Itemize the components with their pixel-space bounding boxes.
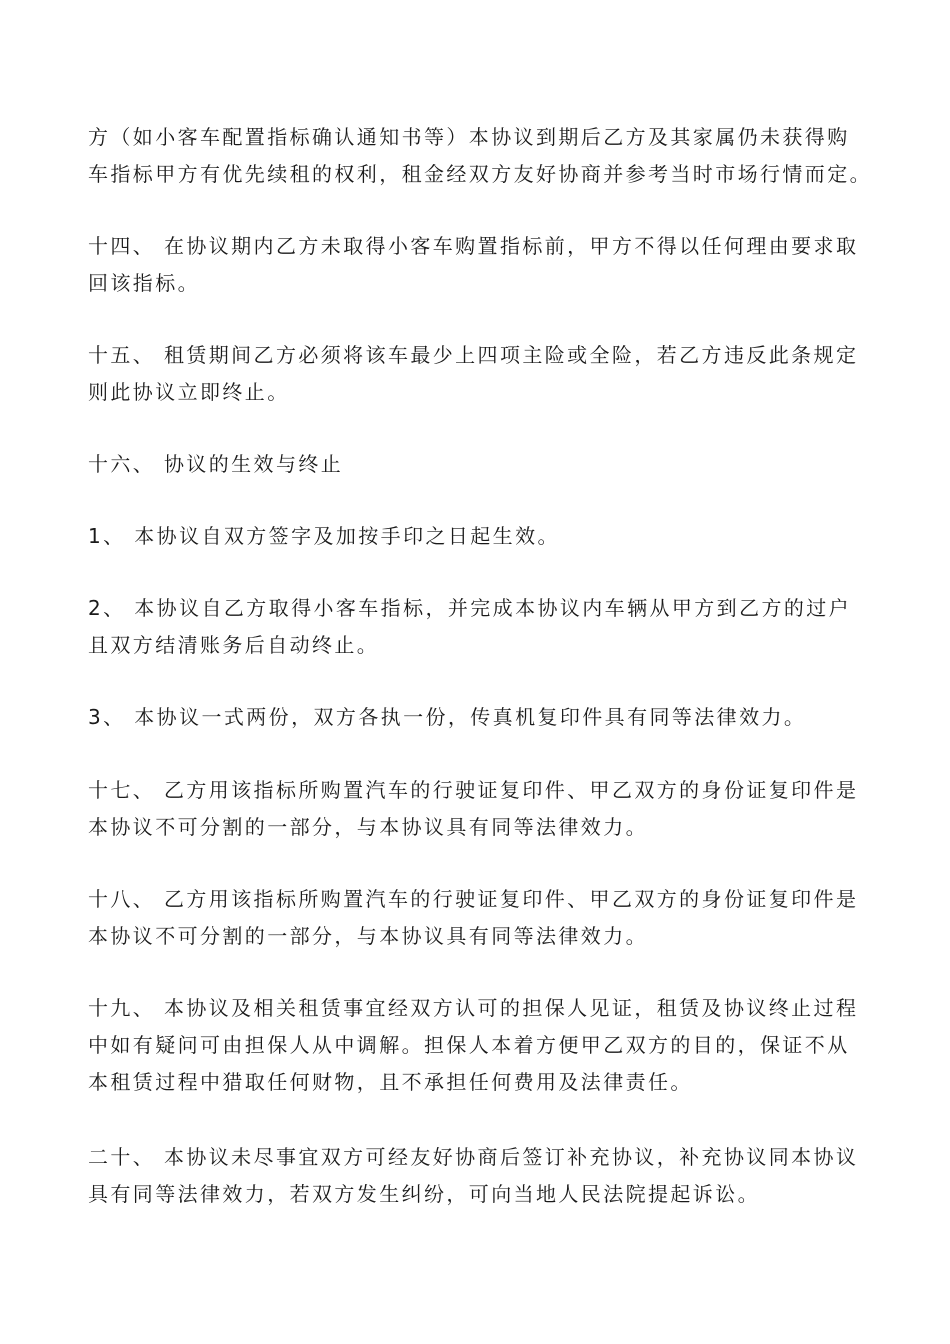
text-line: 车指标甲方有优先续租的权利，租金经双方友好协商并参考当时市场行情而定。 [88, 162, 872, 186]
text-line: 十五、 租赁期间乙方必须将该车最少上四项主险或全险，若乙方违反此条规定 [88, 343, 859, 367]
clause-16-item-3 [88, 699, 868, 736]
text-line: 十七、 乙方用该指标所购置汽车的行驶证复印件、甲乙双方的身份证复印件是 [88, 778, 859, 802]
text-line: 中如有疑问可由担保人从中调解。担保人本着方便甲乙双方的目的，保证不从 [88, 1033, 850, 1057]
paragraph-continuation [88, 119, 872, 193]
text-line: 1、 本协议自双方签字及加按手印之日起生效。 [88, 524, 560, 548]
clause-14 [88, 228, 868, 302]
clause-17 [88, 772, 868, 846]
clause-20 [88, 1139, 868, 1213]
text-line: 方（如小客车配置指标确认通知书等）本协议到期后乙方及其家属仍未获得购 [88, 125, 850, 149]
text-line: 十九、 本协议及相关租赁事宜经双方认可的担保人见证，租赁及协议终止过程 [88, 996, 859, 1020]
text-line: 2、 本协议自乙方取得小客车指标，并完成本协议内车辆从甲方到乙方的过户 [88, 596, 852, 620]
text-line: 回该指标。 [88, 271, 200, 295]
clause-15 [88, 337, 868, 411]
text-line: 本协议不可分割的一部分，与本协议具有同等法律效力。 [88, 815, 648, 839]
clause-19 [88, 990, 868, 1101]
text-line: 十八、 乙方用该指标所购置汽车的行驶证复印件、甲乙双方的身份证复印件是 [88, 887, 859, 911]
text-line: 二十、 本协议未尽事宜双方可经友好协商后签订补充协议，补充协议同本协议 [88, 1145, 859, 1169]
text-line: 3、 本协议一式两份，双方各执一份，传真机复印件具有同等法律效力。 [88, 705, 807, 729]
text-line: 且双方结清账务后自动终止。 [88, 633, 380, 657]
text-line: 本租赁过程中猎取任何财物，且不承担任何费用及法律责任。 [88, 1070, 693, 1094]
text-line: 十四、 在协议期内乙方未取得小客车购置指标前，甲方不得以任何理由要求取 [88, 234, 859, 258]
clause-16-item-1 [88, 518, 868, 555]
clause-16-item-2 [88, 590, 868, 664]
text-line: 具有同等法律效力，若双方发生纠纷，可向当地人民法院提起诉讼。 [88, 1182, 760, 1206]
text-line: 十六、 协议的生效与终止 [88, 452, 344, 476]
clause-18 [88, 881, 868, 955]
text-line: 则此协议立即终止。 [88, 380, 290, 404]
clause-16-heading [88, 446, 868, 483]
text-line: 本协议不可分割的一部分，与本协议具有同等法律效力。 [88, 924, 648, 948]
